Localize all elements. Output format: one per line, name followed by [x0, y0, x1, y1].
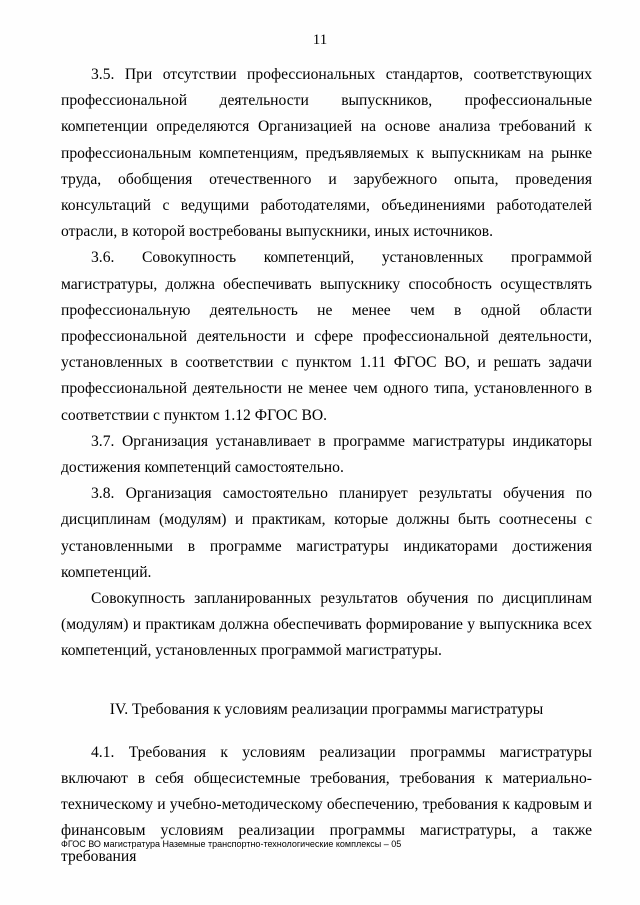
paragraph-4-1: 4.1. Требования к условиям реализации программы магистратуры включают в себя общесистемные требования, требования к материально-техническому и учебно-методическому обеспечению, требования к кадровым и финансовым условиям реализации программы магистратуры, а также требования	[61, 743, 592, 866]
section-heading: IV. Требования к условиям реализации программы магистратуры	[109, 700, 544, 718]
paragraph-3-7: 3.7. Организация устанавливает в программе магистратуры индикаторы достижения компетенций самостоятельно.	[61, 432, 592, 477]
paragraph-competencies-summary: Совокупность запланированных результатов обучения по дисциплинам (модулям) и практикам должна обеспечивать формирование у выпускника всех компетенций, установленных программой магистратуры.	[61, 590, 592, 660]
paragraph-3-8: 3.8. Организация самостоятельно планирует результаты обучения по дисциплинам (модулям) и практикам, которые должны быть соотнесены с установленными в программе магистратуры индикаторами достижения компетенций.	[61, 485, 592, 581]
paragraph-3-5: 3.5. При отсутствии профессиональных стандартов, соответствующих профессиональной деятельности выпускников, профессиональные компетенции определяются Организацией на основе анализа требований к профессиональным компетенциям, предъявляемых к выпускникам на рынке труда, обобщения отечественного и зарубежного опыта, проведения консультаций с ведущими работодателями, объединениями работодателей отрасли, в которой востребованы выпускники, иных источников.	[61, 66, 592, 241]
paragraph-3-6: 3.6. Совокупность компетенций, установленных программой магистратуры, должна обеспечивать выпускнику способность осуществлять профессиональную деятельность не менее чем в одной области профессиональной деятельности и сфере профессиональной деятельности, установленных в соответствии с пунктом 1.11 ФГОС ВО, и решать задачи профессиональной деятельности не менее чем одного типа, установленного в соответствии с пунктом 1.12 ФГОС ВО.	[61, 249, 592, 424]
page-number: 11	[312, 32, 328, 48]
page-footer: ФГОС ВО магистратура Наземные транспортно-технологические комплексы – 05	[61, 839, 402, 849]
document-body	[61, 62, 592, 871]
